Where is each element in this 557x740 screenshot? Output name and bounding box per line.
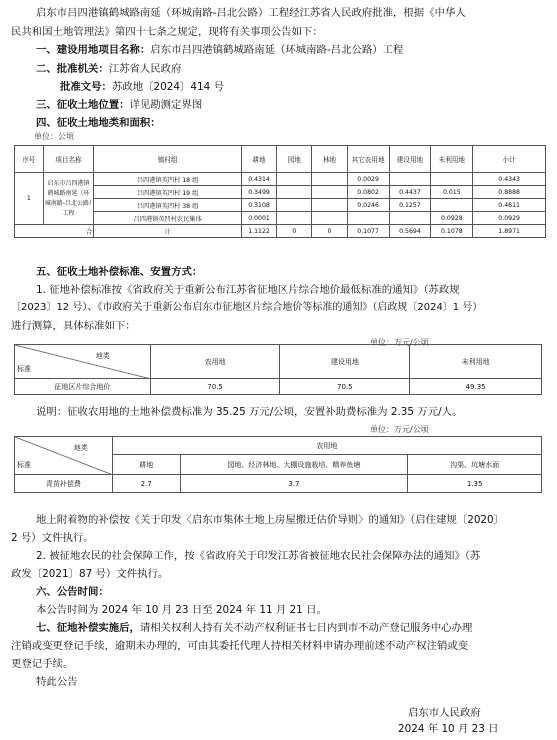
table-cell: 49.35 [410, 379, 542, 395]
table3-row-label: 青苗补偿费 [15, 475, 113, 493]
closing-text: 特此公告 [36, 676, 78, 688]
table-cell: 3.7 [180, 475, 408, 493]
table-row [15, 199, 546, 212]
table-cell: 1.35 [408, 475, 542, 493]
table-cell: 0.0802 [347, 186, 389, 199]
doc-number-line [0, 80, 557, 94]
table-cell [312, 173, 347, 186]
table2-unit: 单位：万元/公顷 [370, 338, 429, 347]
table-cell: 吕四港镇英凹村 19 组 [94, 186, 242, 199]
table-row [15, 379, 542, 395]
table-cell: 0.8888 [473, 186, 546, 199]
attachment-line-2: 2 号）文件执行。 [11, 532, 94, 544]
table-cell [431, 199, 473, 212]
table-cell [389, 212, 431, 225]
table-cell: 70.5 [150, 379, 280, 395]
table-cell: 吕四港镇英凹村农民集体 [94, 212, 242, 225]
table-cell: 1.1122 [241, 225, 276, 238]
table-cell: 0.4437 [389, 186, 431, 199]
social-security-line-2: 政发〔2021〕87 号）文件执行。 [11, 568, 169, 580]
attachment-line-1: 地上附着物的补偿按《关于印发〈启东市集体土地上房屋搬迁估价导则〉的通知》（启住建规〔2020〕 [36, 514, 505, 526]
table-cell: 1.8971 [473, 225, 546, 238]
table-cell: 70.5 [280, 379, 410, 395]
table-cell [312, 199, 347, 212]
crop-compensation-table [14, 436, 542, 493]
table-cell: 0.0246 [347, 199, 389, 212]
table2-row-label: 征地区片综合地价 [15, 379, 151, 395]
signature-org: 启东市人民政府 [408, 707, 481, 719]
table-cell [277, 199, 312, 212]
table-cell: 0.4343 [473, 173, 546, 186]
authority-line [0, 62, 557, 76]
table1-header: 镇村组 [94, 146, 242, 173]
table3-group-header: 农用地 [112, 437, 541, 455]
table1-header: 未利用地 [431, 146, 473, 173]
table3-header: 园地、经济林地、大棚设施栽培、精养鱼塘 [180, 455, 408, 475]
table3-header: 沟渠、坑塘水面 [408, 455, 542, 475]
doc-number-label: 批准文号： [60, 81, 112, 93]
table-cell: 吕四港镇英凹村 18 组 [94, 173, 242, 186]
post-compensation-line-3: 更登记手续。 [11, 658, 74, 670]
table2-corner-cell [15, 345, 151, 379]
table-cell: 0 [312, 225, 347, 238]
table1-unit: 单位：公顷 [34, 132, 74, 141]
table-cell: 0.3499 [241, 186, 276, 199]
land-area-table [14, 145, 546, 238]
diagonal-line [15, 345, 150, 379]
table-cell [277, 186, 312, 199]
authority-label: 二、批准机关： [36, 63, 109, 75]
post-compensation-line-1 [0, 621, 557, 635]
social-security-line-1: 2. 被征地农民的社会保障工作，按《省政府关于印发江苏省被征地农民社会保障办法的通知》（苏 [36, 550, 481, 562]
signature-date: 2024 年 10 月 23 日 [398, 723, 499, 735]
location-line [0, 98, 557, 112]
doc-number-value: 苏政地〔2024〕414 号 [111, 81, 224, 93]
intro-line-1: 启东市吕四港镇鹤城路南延（环城南路-吕北公路）工程经江苏省人民政府批准，根据《中华人 [36, 7, 466, 19]
table2-header: 建设用地 [280, 345, 410, 379]
table2-header: 未利用地 [410, 345, 542, 379]
table-cell: 0.1078 [431, 225, 473, 238]
table-cell [347, 212, 389, 225]
compensation-para-line-2: 〔2023〕12 号）、《市政府关于重新公布启东市征地区片综合地价等标准的通知》（启政规〔2024〕1 号） [11, 302, 483, 313]
location-value: 详见勘测定界图 [129, 99, 203, 111]
announcement-period-heading: 六、公告时间： [36, 586, 109, 598]
table-cell: 0.015 [431, 186, 473, 199]
table-cell: 0.0928 [431, 212, 473, 225]
land-price-table [14, 344, 542, 395]
table-cell: 0 [277, 225, 312, 238]
location-label: 三、征收土地位置： [36, 99, 130, 111]
table-cell: 0.5694 [389, 225, 431, 238]
post-compensation-text: 请相关权利人持有关不动产权利证书七日内到市不动产登记服务中心办理 [139, 622, 473, 634]
table1-total-label-2: 计 [94, 225, 242, 238]
table-cell: 0.4611 [473, 199, 546, 212]
announcement-period-text: 本公告时间为 2024 年 10 月 23 日至 2024 年 11 月 21 日。 [36, 604, 327, 616]
table1-header: 序号 [15, 146, 44, 173]
table-cell [277, 212, 312, 225]
table3-corner-top: 地类 [73, 444, 88, 452]
table3-unit: 单位：万元/公顷 [370, 425, 429, 434]
table-cell [389, 173, 431, 186]
table2-header-row [15, 345, 542, 379]
table1-header: 其它农用地 [347, 146, 389, 173]
table3-group-row [15, 437, 542, 455]
table-row [15, 173, 546, 186]
table-cell: 0.0001 [241, 212, 276, 225]
table2-corner-bottom: 标准 [17, 365, 31, 373]
table1-header: 项目名称 [43, 146, 94, 173]
table1-header: 园地 [277, 146, 312, 173]
compensation-para-line-1: 1. 征地补偿标准按《省政府关于重新公布江苏省征地区片综合地价最低标准的通知》（苏政规 [36, 284, 460, 296]
compensation-para-line-3: 进行测算，具体标准如下： [11, 320, 136, 332]
table-row [15, 475, 542, 493]
table-row [15, 186, 546, 199]
table-cell: 0.1077 [347, 225, 389, 238]
table1-header: 建设用地 [389, 146, 431, 173]
table3-corner-bottom: 标准 [17, 461, 31, 469]
table3-corner-cell [15, 437, 113, 475]
table-row [15, 212, 546, 225]
post-compensation-line-2: 注销或变更登记手续，逾期未办理的，可由其委托代理人持相关材料申请办理前述不动产权注销或变 [11, 640, 469, 652]
compensation-heading: 五、征收土地补偿标准、安置方式： [36, 266, 203, 278]
table-cell: 2.7 [112, 475, 180, 493]
table-cell: 0.0029 [347, 173, 389, 186]
table1-header: 小计 [473, 146, 546, 173]
table1-total-label: 合 [15, 225, 94, 238]
table1-total-row [15, 225, 546, 238]
table-cell: 0.0929 [473, 212, 546, 225]
intro-line-2: 民共和国土地管理法》第四十七条之规定，现将有关事项公告如下： [11, 26, 323, 38]
land-type-heading: 四、征收土地地类和面积： [36, 117, 161, 129]
table2-corner-top: 地类 [95, 352, 110, 360]
project-name-label: 一、建设用地项目名称： [36, 44, 151, 56]
table-cell: 0.1257 [389, 199, 431, 212]
project-name-line [0, 43, 557, 57]
table1-header: 耕地 [241, 146, 276, 173]
table2-header: 农用地 [150, 345, 280, 379]
post-compensation-heading: 七、征地补偿实施后， [36, 622, 140, 634]
table1-header-row [15, 146, 546, 173]
fee-note: 说明：征收农用地的土地补偿费标准为 35.25 万元/公顷，安置补助费标准为 2.35 万元/人。 [36, 406, 463, 418]
table1-header: 林地 [312, 146, 347, 173]
table-cell: 吕四港镇英凹村 38 组 [94, 199, 242, 212]
table-cell [312, 212, 347, 225]
table-cell [312, 186, 347, 199]
authority-value: 江苏省人民政府 [108, 63, 182, 75]
table1-seq: 1 [15, 173, 44, 225]
table-cell [431, 173, 473, 186]
project-name-value: 启东市吕四港镇鹤城路南延（环城南路-吕北公路）工程 [150, 44, 404, 56]
table-cell [277, 173, 312, 186]
table1-project-name: 启东市吕四港镇鹤城路南延（环城南路-吕北公路）工程 [43, 173, 94, 225]
table3-header: 耕地 [112, 455, 180, 475]
table-cell: 0.4314 [241, 173, 276, 186]
table-cell: 0.3108 [241, 199, 276, 212]
